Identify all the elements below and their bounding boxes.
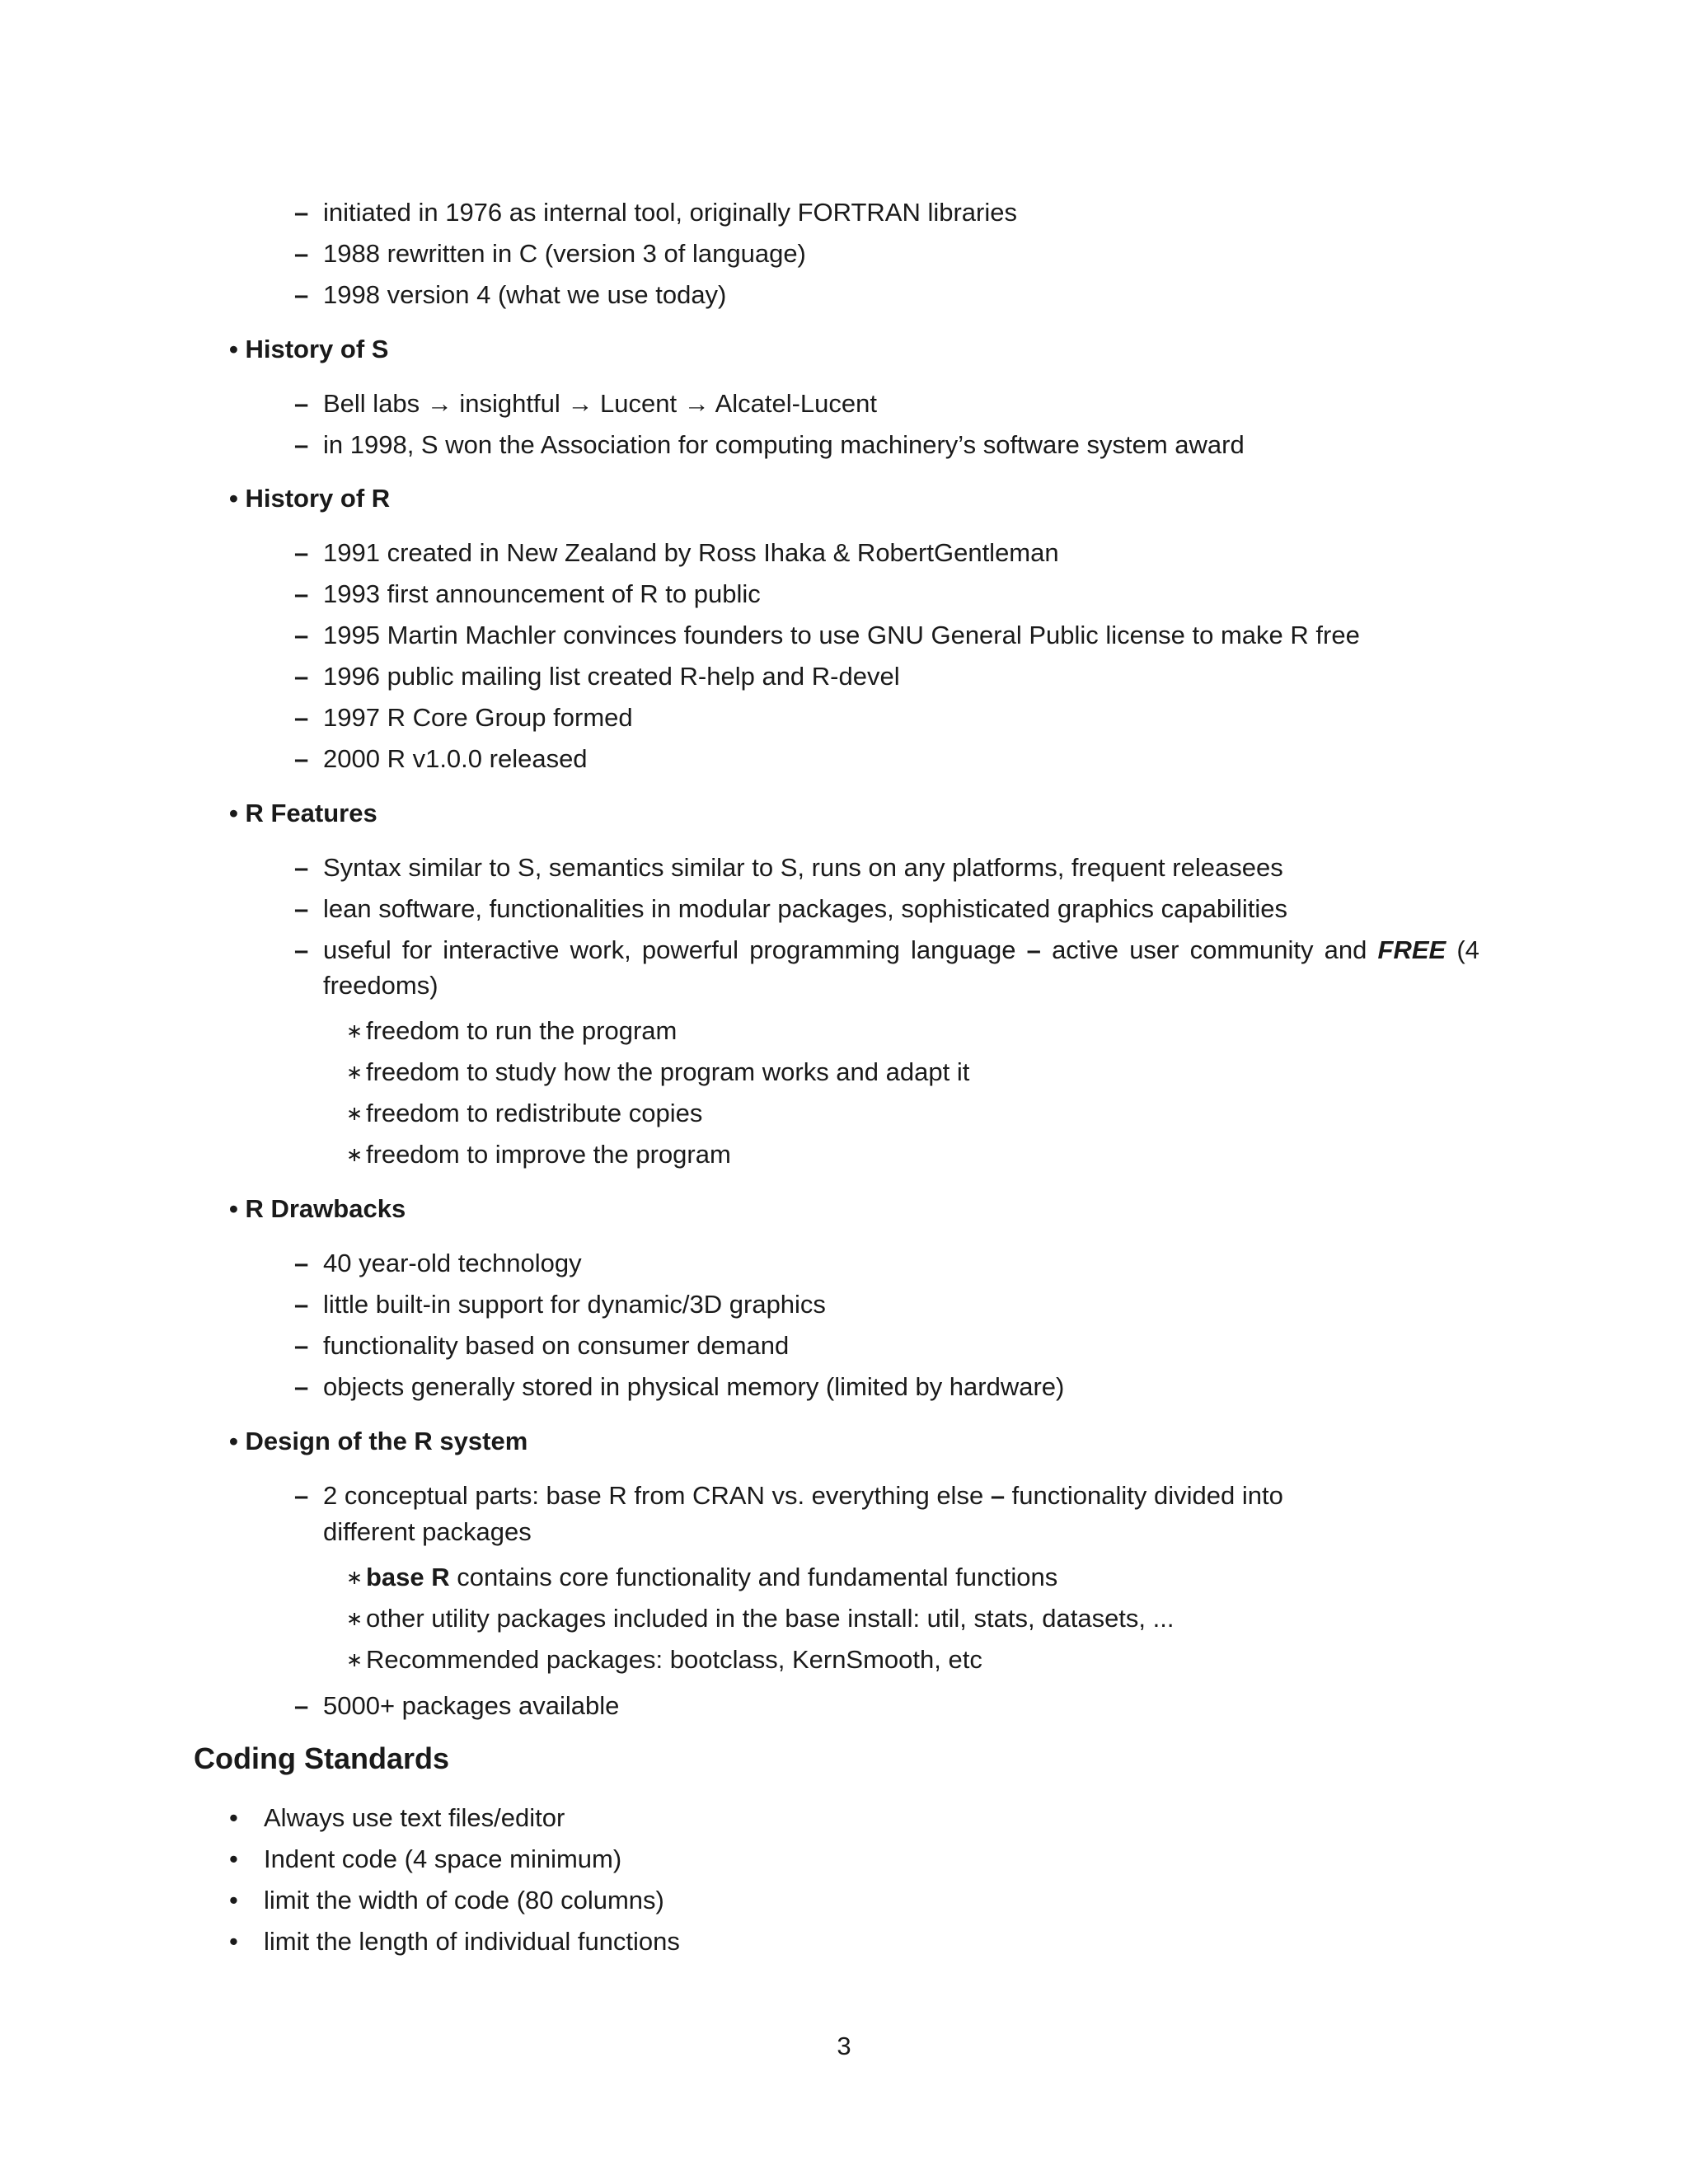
list-item-text: 1991 created in New Zealand by Ross Ihaka & RobertGentleman	[323, 538, 1059, 567]
sub-list-item	[346, 1561, 1057, 1595]
dash-marker: –	[294, 935, 309, 964]
list-item-text: 2000 R v1.0.0 released	[323, 744, 588, 773]
list-item-text: objects generally stored in physical memory (limited by hardware)	[323, 1372, 1065, 1401]
sub-list-item	[346, 1138, 731, 1172]
star-marker: ∗	[346, 1649, 363, 1671]
list-item-text: 1993 first announcement of R to public	[323, 579, 761, 608]
section-heading	[229, 1193, 406, 1226]
dash-marker: –	[294, 280, 309, 309]
dash-marker: –	[294, 579, 309, 608]
dash-marker: –	[294, 430, 309, 459]
sub-list-item	[346, 1056, 969, 1090]
word: (4	[1456, 935, 1479, 964]
list-item-text: Syntax similar to S, semantics similar to S, runs on any platforms, frequent releasees	[323, 853, 1283, 882]
dash-marker: –	[294, 1372, 309, 1401]
dash-marker: –	[294, 621, 309, 649]
list-item-text: 1998 version 4 (what we use today)	[323, 280, 727, 309]
dash-marker: –	[294, 662, 309, 691]
section-heading	[229, 482, 390, 515]
star-marker: ∗	[346, 1144, 363, 1166]
bullet-marker: •	[229, 335, 238, 363]
sub-list-item-text: Recommended packages: bootclass, KernSmooth, etc	[366, 1645, 982, 1674]
word: powerful	[641, 935, 739, 964]
justified-line	[323, 934, 1479, 967]
dash-marker: –	[294, 853, 309, 882]
bullet-marker: •	[229, 1427, 238, 1455]
section-heading	[229, 1425, 528, 1458]
dash-marker: –	[294, 1481, 309, 1510]
dash-marker: –	[294, 1331, 309, 1360]
section-heading	[229, 333, 388, 366]
dash-marker: –	[294, 198, 309, 227]
bullet-marker: •	[229, 1927, 238, 1956]
list-item-text: limit the length of individual functions	[264, 1927, 680, 1956]
heading-text: History of S	[245, 335, 389, 363]
dash-marker: –	[294, 744, 309, 773]
star-marker: ∗	[346, 1062, 363, 1084]
free-emphasis: FREE	[1377, 935, 1447, 964]
word: and	[1324, 935, 1367, 964]
star-marker: ∗	[346, 1608, 363, 1630]
word: active	[1052, 935, 1119, 964]
text-part: 2 conceptual parts: base R from CRAN vs. everything else	[323, 1481, 991, 1510]
word: interactive	[443, 935, 560, 964]
heading-text: Design of the R system	[245, 1427, 528, 1455]
heading-text: R Drawbacks	[245, 1194, 406, 1223]
sub-list-item	[346, 1602, 1174, 1636]
bullet-marker: •	[229, 1886, 238, 1915]
list-item-text: functionality based on consumer demand	[323, 1331, 790, 1360]
bullet-marker: •	[229, 799, 238, 827]
sub-list-item-text: other utility packages included in the base install: util, stats, datasets, ...	[366, 1604, 1175, 1633]
sub-list-item-text: freedom to study how the program works and adapt it	[366, 1057, 970, 1086]
sub-list-item	[346, 1643, 982, 1677]
sub-list-item-text: freedom to improve the program	[366, 1140, 731, 1169]
sub-list-item-text: freedom to redistribute copies	[366, 1099, 703, 1127]
word: useful	[323, 935, 392, 964]
dash-marker: –	[294, 1691, 309, 1720]
word: programming	[749, 935, 900, 964]
word: community	[1189, 935, 1314, 964]
continuation-text: freedoms)	[323, 971, 438, 1000]
text-part: functionality divided into	[1005, 1481, 1283, 1510]
heading-text: History of R	[245, 484, 391, 513]
heading-text: R Features	[245, 799, 377, 827]
dash-marker: –	[294, 1249, 309, 1277]
list-item-text: Always use text files/editor	[264, 1803, 565, 1832]
star-marker: ∗	[346, 1567, 363, 1589]
list-item-text: little built-in support for dynamic/3D graphics	[323, 1290, 826, 1319]
list-item-text: initiated in 1976 as internal tool, originally FORTRAN libraries	[323, 198, 1017, 227]
list-item-text: 1995 Martin Machler convinces founders to use GNU General Public license to make R free	[323, 621, 1360, 649]
sub-list-item	[346, 1097, 702, 1131]
dash-marker: –	[294, 239, 309, 268]
word: for	[401, 935, 433, 964]
list-item-text: 5000+ packages available	[323, 1691, 620, 1720]
page-number: 3	[837, 2032, 851, 2060]
list-item-text: 1988 rewritten in C (version 3 of language)	[323, 239, 806, 268]
sub-list-item-text: freedom to run the program	[366, 1016, 678, 1045]
list-item-text: lean software, functionalities in modular packages, sophisticated graphics capabilities	[323, 894, 1288, 923]
list-item-text: in 1998, S won the Association for computing machinery’s software system award	[323, 430, 1245, 459]
section-heading	[229, 797, 377, 830]
bullet-marker: •	[229, 1844, 238, 1873]
sub-list-item	[346, 1015, 677, 1048]
list-item-text: 1996 public mailing list created R-help and R-devel	[323, 662, 900, 691]
word: language	[910, 935, 1016, 964]
bullet-marker: •	[229, 1194, 238, 1223]
dash-marker: –	[294, 1290, 309, 1319]
star-marker: ∗	[346, 1103, 363, 1125]
dash-marker: –	[294, 538, 309, 567]
list-item-text: limit the width of code (80 columns)	[264, 1886, 664, 1915]
list-item-text: Bell labs → insightful → Lucent → Alcatel-Lucent	[323, 389, 878, 418]
word: work,	[570, 935, 631, 964]
continuation-text: different packages	[323, 1517, 532, 1546]
inline-dash: –	[990, 1481, 1006, 1510]
list-item-text	[323, 1479, 1283, 1512]
bullet-marker: •	[229, 1803, 238, 1832]
sub-list-item-text: contains core functionality and fundamental functions	[449, 1563, 1058, 1591]
dash-marker: –	[294, 389, 309, 418]
star-marker: ∗	[346, 1020, 363, 1043]
bullet-marker: •	[229, 484, 238, 513]
list-item-text: 1997 R Core Group formed	[323, 703, 633, 732]
dash-marker: –	[294, 703, 309, 732]
word: –	[1026, 935, 1041, 964]
list-item-text: Indent code (4 space minimum)	[264, 1844, 622, 1873]
section-title: Coding Standards	[194, 1741, 450, 1775]
list-item-text: 40 year-old technology	[323, 1249, 582, 1277]
word: user	[1129, 935, 1179, 964]
bold-term: base R	[366, 1563, 450, 1591]
dash-marker: –	[294, 894, 309, 923]
